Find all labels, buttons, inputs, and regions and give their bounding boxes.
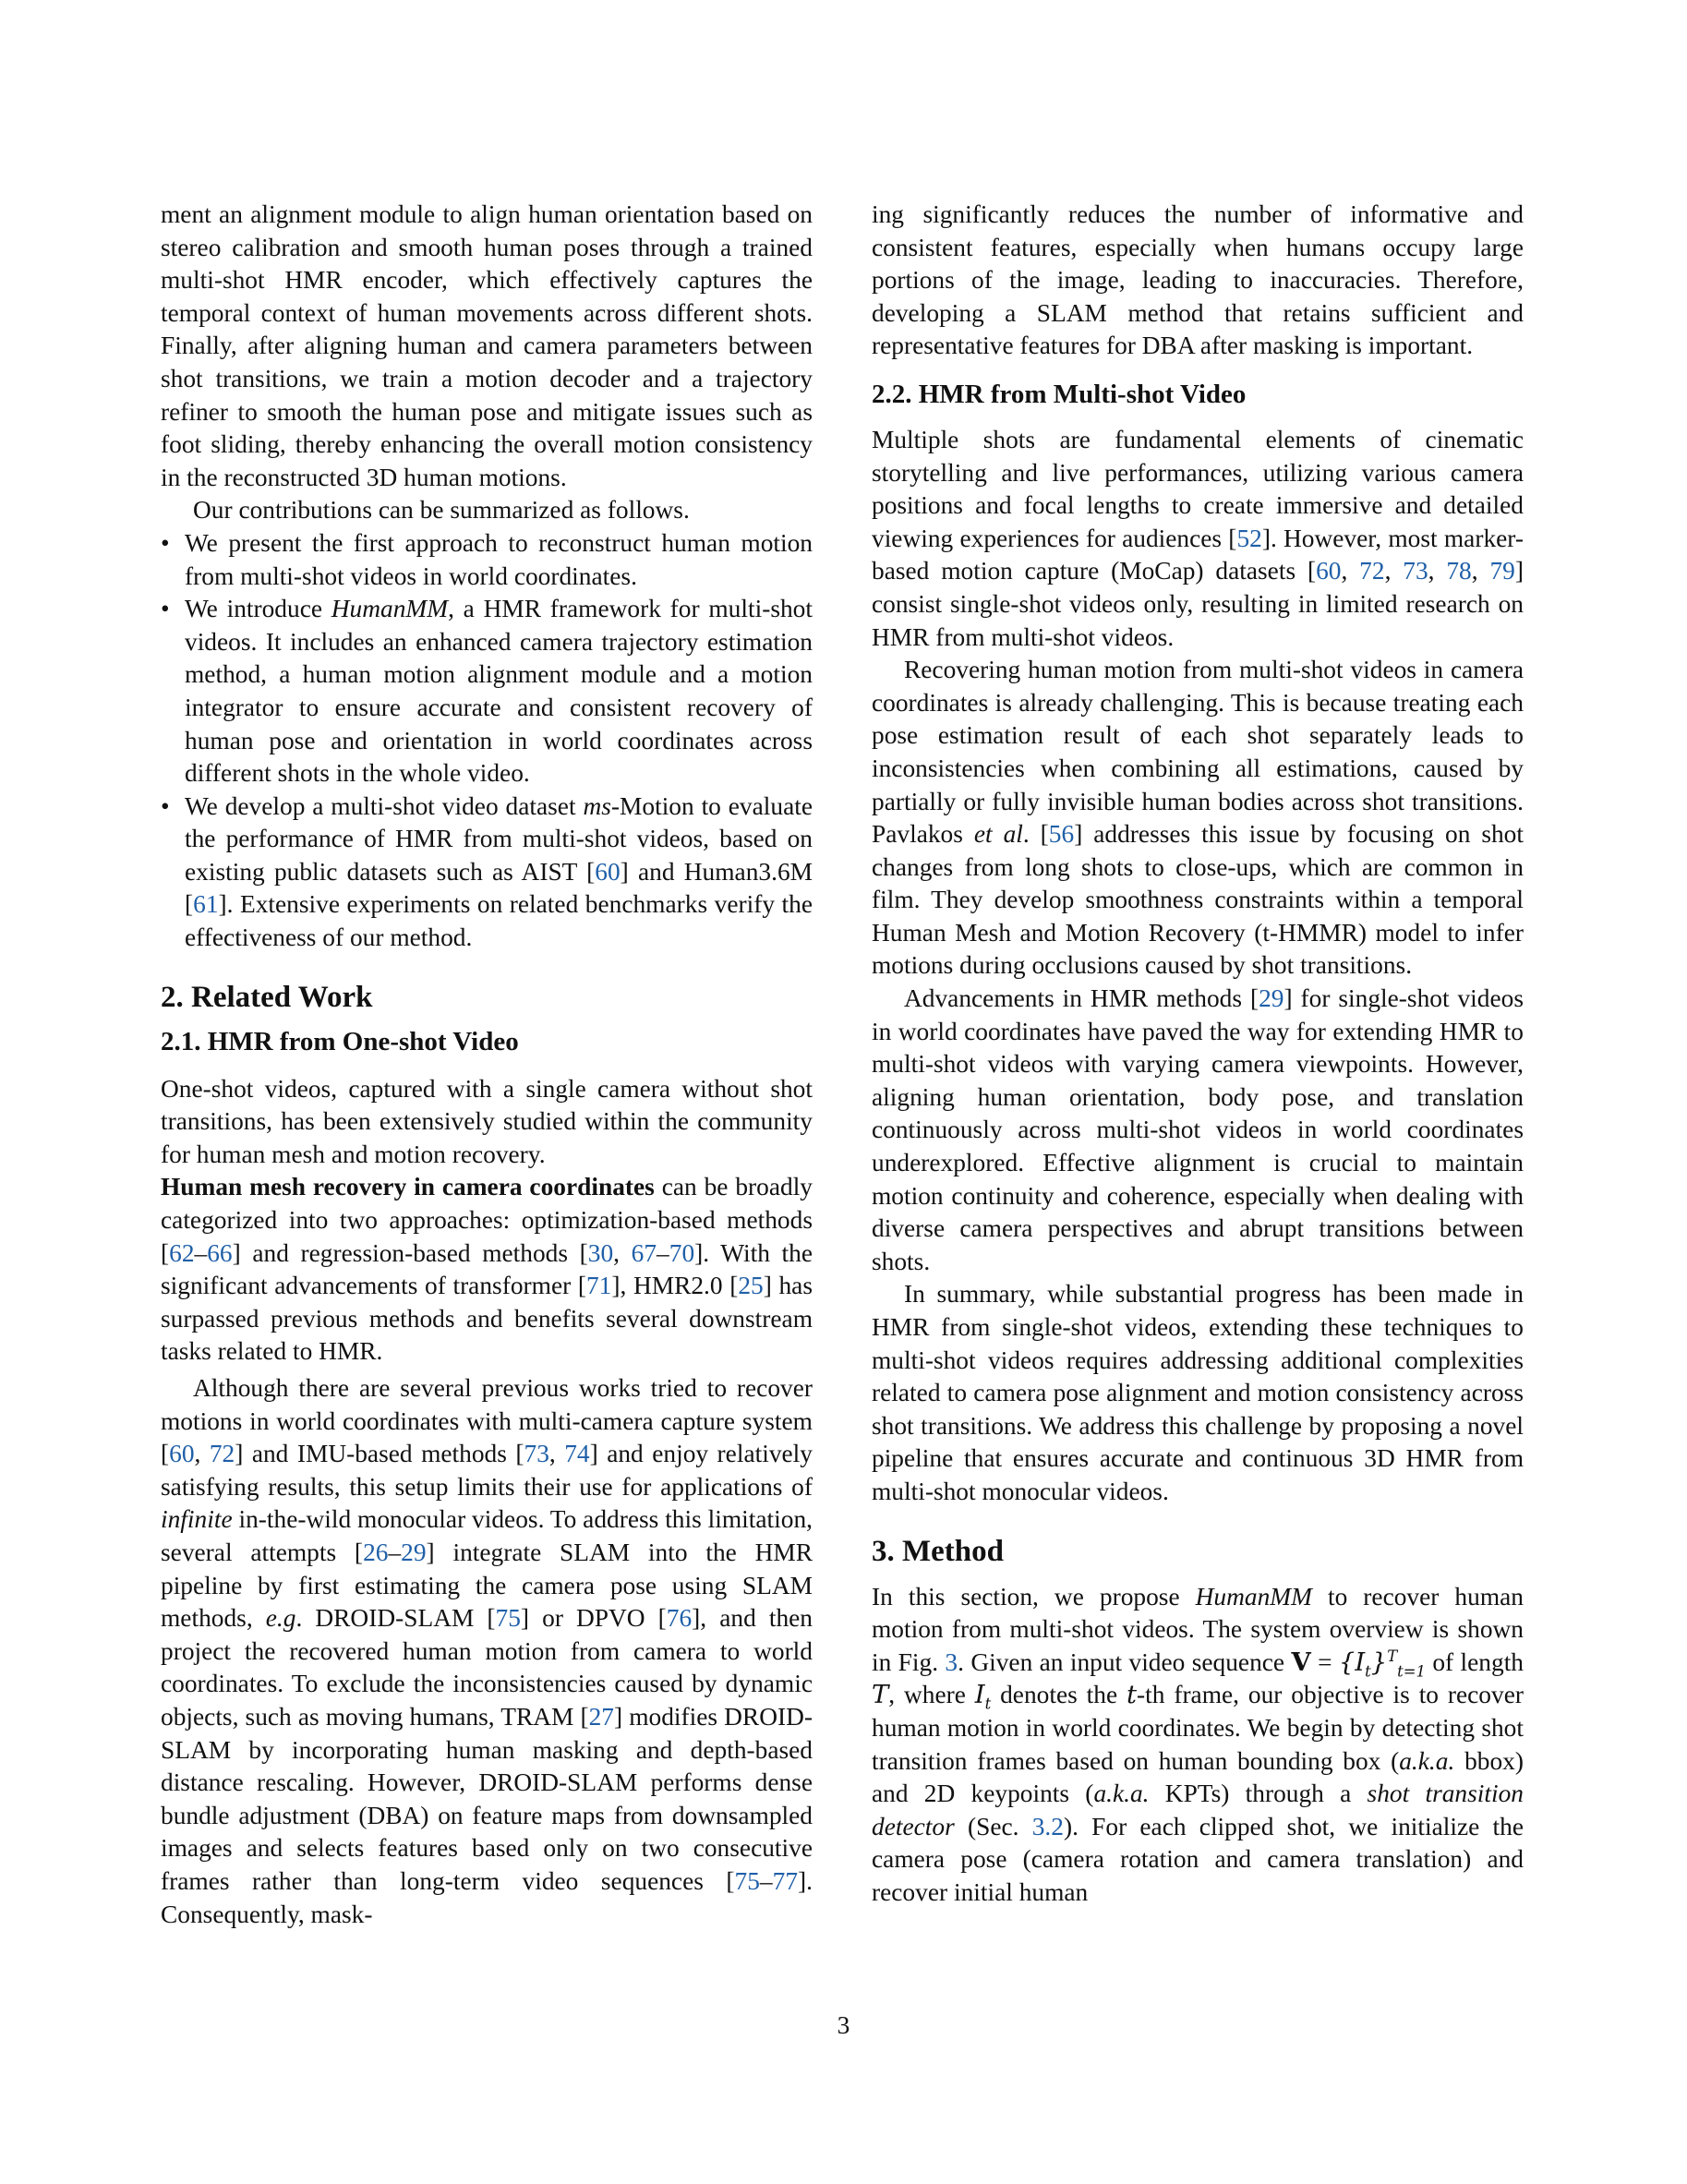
citation-link[interactable]: 73 bbox=[524, 1440, 549, 1468]
citation-link[interactable]: 26 bbox=[363, 1538, 389, 1566]
citation-link[interactable]: 60 bbox=[1316, 557, 1342, 585]
citation-link[interactable]: 73 bbox=[1403, 557, 1428, 585]
paragraph-advancements: Advancements in HMR methods [29] for single-shot videos in world coordinates have paved the way for extending HMR to multi-shot videos with varying camera viewpoints. However, aligning human orientation, body pose, and translation continuously across multi-shot videos in world coordinates underexplored. Effective alignment is crucial to maintain motion continuity and coherence, especially when dealing with diverse camera perspectives and abrupt transitions between shots. bbox=[872, 984, 1524, 1275]
citation-link[interactable]: 75 bbox=[734, 1866, 760, 1895]
citation-link[interactable]: 75 bbox=[495, 1604, 521, 1633]
citation-link[interactable]: 67 bbox=[631, 1238, 657, 1267]
paragraph-contributions: Our contributions can be summarized as follows. bbox=[193, 496, 690, 525]
list-item: • We introduce HumanMM, a HMR framework for multi-shot videos. It includes an enhanced camera trajectory estimation method, a human motion alignment module and a motion integrator to ensure accurate and consistent recovery of human pose and orientation in world coordinates across different shots in the whole video. bbox=[161, 593, 813, 790]
citation-link[interactable]: 29 bbox=[401, 1538, 427, 1566]
citation-link[interactable]: 70 bbox=[669, 1238, 695, 1267]
math-expression: $\{I_t\}^T_{t=1}$ bbox=[1338, 1647, 1426, 1681]
citation-link[interactable]: 72 bbox=[1359, 557, 1385, 585]
citation-link[interactable]: 62 bbox=[169, 1238, 195, 1267]
citation-link[interactable]: 29 bbox=[1259, 984, 1284, 1013]
math-symbol: T bbox=[872, 1681, 889, 1710]
citation-link[interactable]: 66 bbox=[207, 1238, 233, 1267]
right-column bbox=[872, 199, 1524, 1910]
citation-link[interactable]: 72 bbox=[209, 1440, 235, 1468]
citation-link[interactable]: 60 bbox=[169, 1440, 195, 1468]
list-item: • We develop a multi-shot video dataset ms-Motion to evaluate the performance of HMR from multi-shot videos, based on existing public datasets such as AIST [60] and Human3.6M [61]. Extensive experiments on related benchmarks verify the effectiveness of our method. bbox=[161, 790, 813, 955]
citation-link[interactable]: 76 bbox=[666, 1604, 693, 1633]
left-column bbox=[161, 199, 813, 1931]
citation-link[interactable]: 56 bbox=[1048, 820, 1075, 849]
citation-link[interactable]: 25 bbox=[738, 1272, 764, 1300]
contributions-list bbox=[161, 527, 813, 955]
citation-link[interactable]: 74 bbox=[564, 1440, 590, 1468]
paragraph-camera-coordinates: Human mesh recovery in camera coordinates can be broadly categorized into two approaches: optimization-based methods [62–66] and regression-based methods [30, 67–70]. With the significant advancements of transformer [71], HMR2.0 [25] has surpassed previous methods and benefits several downstream tasks related to HMR. bbox=[161, 1173, 813, 1366]
paragraph-intro-continued: ment an alignment module to align human orientation based on stereo calibration and smooth human poses through a trained multi-shot HMR encoder, which effectively captures the temporal context of human movements across different shots. Finally, after aligning human and camera parameters between shot transitions, we train a motion decoder and a trajectory refiner to smooth the human pose and mitigate issues such as foot sliding, thereby enhancing the overall motion consistency in the reconstructed 3D human motions. bbox=[161, 200, 813, 491]
figure-link[interactable]: 3 bbox=[945, 1647, 958, 1676]
citation-link[interactable]: 30 bbox=[587, 1238, 614, 1267]
list-item: • We present the first approach to reconstruct human motion from multi-shot videos in world coordinates. bbox=[161, 527, 813, 593]
citation-link[interactable]: 78 bbox=[1446, 557, 1472, 585]
section-heading-method: 3. Method bbox=[872, 1534, 1004, 1568]
subsection-heading-2-2: 2.2. HMR from Multi-shot Video bbox=[872, 379, 1247, 409]
citation-link[interactable]: 71 bbox=[585, 1272, 612, 1300]
math-symbol: t bbox=[1127, 1681, 1138, 1710]
citation-link[interactable]: 61 bbox=[193, 890, 219, 919]
paragraph-oneshot: One-shot videos, captured with a single camera without shot transitions, has been extensively studied within the community for human mesh and motion recovery. bbox=[161, 1074, 813, 1168]
paragraph-summary: In summary, while substantial progress has been made in HMR from single-shot videos, extending these techniques to multi-shot videos requires addressing additional complexities related to camera pose alignment and motion consistency across shot transitions. We address this challenge by proposing a novel pipeline that ensures accurate and continuous 3D HMR from multi-shot monocular videos. bbox=[872, 1280, 1524, 1505]
paragraph-masking-continued: ing significantly reduces the number of informative and consistent features, especially when humans occupy large portions of the image, leading to inaccuracies. Therefore, developing a SLAM method that retains sufficient and representative features for DBA after masking is important. bbox=[872, 200, 1524, 360]
math-expression: $I_t$ bbox=[974, 1681, 992, 1713]
paragraph-recovering: Recovering human motion from multi-shot videos in camera coordinates is already challenging. This is because treating each pose estimation result of each shot separately leads to inconsistencies when combining all estimations, caused by partially or fully invisible human bodies across shot transitions. Pavlakos et al. [56] addresses this issue by focusing on shot changes from long shots to close-ups, which are common in film. They develop smoothness constraints within a temporal Human Mesh and Motion Recovery (t-HMMR) model to infer motions during occlusions caused by shot transitions. bbox=[872, 656, 1524, 980]
citation-link[interactable]: 52 bbox=[1236, 524, 1262, 552]
paragraph-method: In this section, we propose HumanMM to recover human motion from multi-shot videos. The system overview is shown in Fig. 3. Given an input video sequence $V = \{I_t\}^T_{t=1}$ of length T, where $I_t$ denotes the t-th frame, our objective is to recover human motion in world coordinates. We begin by detecting shot transition frames based on human bounding box (a.k.a. bbox) and 2D keypoints (a.k.a. KPTs) through a shot transition detector (Sec. 3.2). For each clipped shot, we initialize the camera pose (camera rotation and camera translation) and recover initial human bbox=[872, 1582, 1524, 1906]
section-link[interactable]: 3.2 bbox=[1031, 1812, 1064, 1840]
section-heading-related-work: 2. Related Work bbox=[161, 980, 373, 1014]
citation-link[interactable]: 77 bbox=[772, 1866, 799, 1895]
citation-link[interactable]: 60 bbox=[595, 857, 621, 886]
math-symbol: V bbox=[1291, 1647, 1311, 1677]
citation-link[interactable]: 27 bbox=[588, 1702, 614, 1731]
page-number: 3 bbox=[837, 2011, 850, 2039]
citation-link[interactable]: 79 bbox=[1489, 557, 1515, 585]
paragraph-multishot: Multiple shots are fundamental elements of cinematic storytelling and live performances, utilizing various camera positions and focal lengths to create immersive and detailed viewing experiences for audiences [52]. However, most marker-based motion capture (MoCap) datasets [60, 72, 73, 78, 79] consist single-shot videos only, resulting in limited research on HMR from multi-shot videos. bbox=[872, 425, 1524, 651]
subsection-heading-2-1: 2.1. HMR from One-shot Video bbox=[161, 1026, 519, 1056]
paragraph-world-coordinates: Although there are several previous works tried to recover motions in world coordinates with multi-camera capture system [60, 72] and IMU-based methods [73, 74] and enjoy relatively satisfying results, this setup limits their use for applications of infinite in-the-wild monocular videos. To address this limitation, several attempts [26–29] integrate SLAM into the HMR pipeline by first estimating the camera pose using SLAM methods, e.g. DROID-SLAM [75] or DPVO [76], and then project the recovered human motion from camera to world coordinates. To exclude the inconsistencies caused by dynamic objects, such as moving humans, TRAM [27] modifies DROID-SLAM by incorporating human masking and depth-based distance rescaling. However, DROID-SLAM performs dense bundle adjustment (DBA) on feature maps from downsampled images and selects features based only on two consecutive frames rather than long-term video sequences [75–77]. Consequently, mask- bbox=[161, 1374, 813, 1928]
